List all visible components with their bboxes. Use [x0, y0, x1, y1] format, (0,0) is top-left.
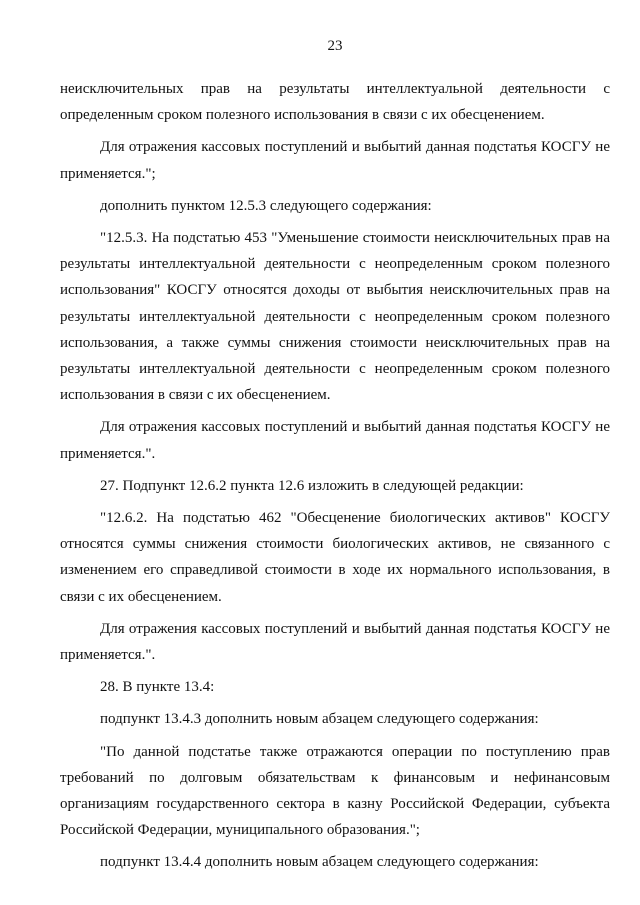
paragraph-3: дополнить пунктом 12.5.3 следующего содержания: — [100, 197, 432, 214]
document-page — [60, 36, 610, 876]
page-number: 23 — [327, 38, 343, 54]
continuation-line: неисключительных прав на результаты интеллектуальной деятельности с — [60, 81, 610, 97]
paragraph-7: "12.6.2. На подстатью 462 "Обесценение биологических активов" КОСГУ относятся суммы снижения стоимости биологических активов, не связанного с изменением его справедливой стоимости в ходе их нормального использования, в связи с их обесценением. — [60, 510, 610, 605]
paragraph-4: "12.5.3. На подстатью 453 "Уменьшение стоимости неисключительных прав на результаты интеллектуальной деятельности с неопределенным сроком полезного использования" КОСГУ относятся доходы от выбытия неисключительных прав на результаты интеллектуальной деятельности с неопределенным сроком полезного использования, а также суммы снижения стоимости неисключительных прав на результаты интеллектуальной деятельности с неопределенным сроком полезного использования в связи с их обесценением. — [60, 230, 610, 404]
paragraph-11: "По данной подстатье также отражаются операции по поступлению прав требований по долговым обязательствам к финансовым и нефинансовым организациям государственного сектора в казну Российской Федерации, субъекта Российской Федерации, муниципального образования."; — [60, 743, 610, 839]
paragraph-5: Для отражения кассовых поступлений и выбытий данная подстатья КОСГУ не применяется.". — [60, 419, 610, 462]
paragraph-1: определенным сроком полезного использования в связи с их обесценением. — [60, 107, 545, 124]
paragraph-6: 27. Подпункт 12.6.2 пункта 12.6 изложить в следующей редакции: — [100, 477, 524, 494]
paragraph-2: Для отражения кассовых поступлений и выбытий данная подстатья КОСГУ не применяется."; — [60, 139, 610, 182]
paragraph-10: подпункт 13.4.3 дополнить новым абзацем следующего содержания: — [100, 711, 539, 728]
paragraph-9: 28. В пункте 13.4: — [100, 679, 215, 696]
paragraph-8: Для отражения кассовых поступлений и выбытий данная подстатья КОСГУ не применяется.". — [60, 620, 610, 664]
paragraph-12: подпункт 13.4.4 дополнить новым абзацем следующего содержания: — [100, 854, 539, 871]
